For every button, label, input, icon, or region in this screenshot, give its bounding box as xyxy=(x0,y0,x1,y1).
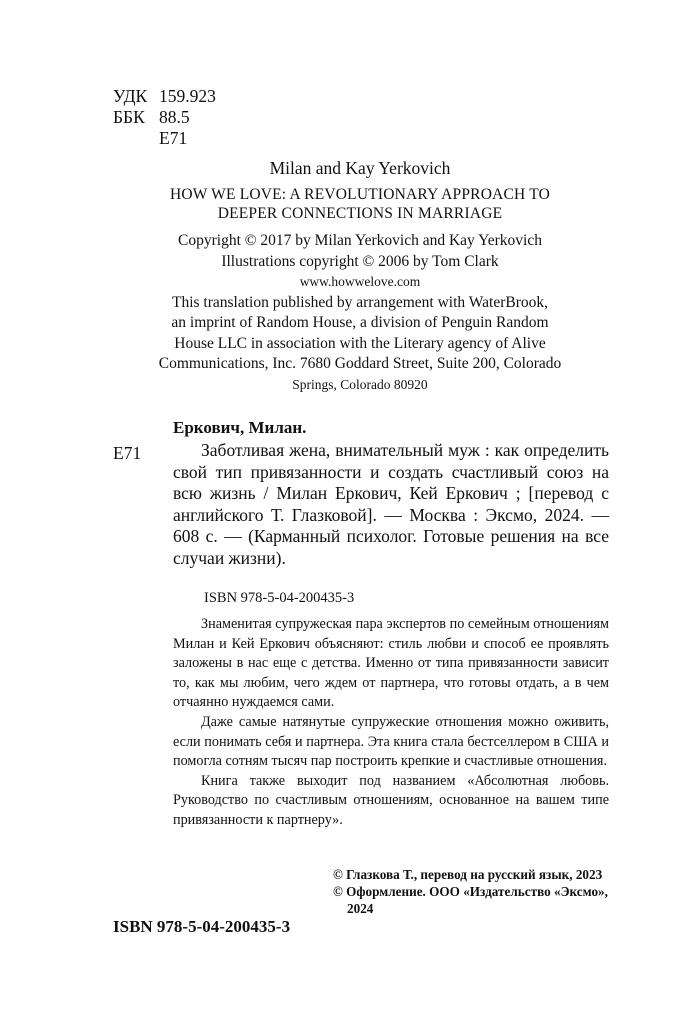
bbk-label: ББК xyxy=(113,107,145,127)
author-mark: Е71 xyxy=(159,128,188,148)
translation-copyright: © Глазкова Т., перевод на русский язык, 2023 xyxy=(333,867,603,882)
footer-isbn: ISBN 978-5-04-200435-3 xyxy=(113,917,291,936)
annotation xyxy=(173,615,609,831)
annotation-paragraph: Книга также выходит под названием «Абсолютная любовь. Руководство по счастливым отношениям, основанное на вашем типе привязанности к партнеру». xyxy=(173,772,609,828)
bibliographic-isbn: ISBN 978-5-04-200435-3 xyxy=(204,590,355,606)
annotation-paragraph: Даже самые натянутые супружеские отношения можно оживить, если понимать себя и партнера. Эта книга стала бестселлером в США и помогла сотням тысяч пар построить крепкие и счастливые отношения. xyxy=(173,713,609,770)
translation-notice-line-4: Communications, Inc. 7680 Goddard Street, Suite 200, Colorado xyxy=(158,355,562,372)
udk-value: 159.923 xyxy=(159,86,216,106)
bibliographic-author-mark: Е71 xyxy=(113,443,142,463)
website: www.howwelove.com xyxy=(299,274,421,289)
russian-copyrights xyxy=(333,866,623,917)
classification-block xyxy=(113,86,216,149)
original-title-line-1: HOW WE LOVE: A REVOLUTIONARY APPROACH TO xyxy=(169,186,551,203)
translation-notice-line-5: Springs, Colorado 80920 xyxy=(292,376,428,392)
translation-notice-line-2: an imprint of Random House, a division of Penguin Random xyxy=(171,314,549,331)
udk-label: УДК xyxy=(113,86,148,106)
translation-notice-line-3: House LLC in association with the Literary agency of Alive xyxy=(174,334,546,352)
author-mark-row xyxy=(113,128,216,149)
bibliographic-description: Заботливая жена, внимательный муж : как определить свой тип привязанности и создать счастливый союз на всю жизнь / Милан Еркович, Кей Еркович ; [перевод с английского Т. Глазковой]. — Москва : Эксмо, 2024. — 608 с. — (Карманный психолог. Готовые решения на все случаи жизни). xyxy=(173,440,609,568)
udk-row xyxy=(113,86,216,107)
illustrations-copyright-line: Illustrations copyright © 2006 by Tom Clark xyxy=(221,252,499,270)
bbk-row xyxy=(113,107,216,128)
bbk-value: 88.5 xyxy=(159,107,190,127)
original-title xyxy=(100,185,620,223)
design-copyright: © Оформление. ООО «Издательство «Эксмо», 2024 xyxy=(333,884,608,916)
bibliographic-author-heading: Еркович, Милан. xyxy=(173,418,307,437)
copyright-line: Copyright © 2017 by Milan Yerkovich and Kay Yerkovich xyxy=(178,232,542,249)
annotation-paragraph: Знаменитая супружеская пара экспертов по семейным отношениям Милан и Кей Еркович объясняют: стиль любви и способ ее проявлять заложены в нас еще с детства. Именно от типа привязанности зависит то, как мы любим, чего ждем от партнера, что готовы отдать, а в чем отчаянно нуждаемся сами. xyxy=(173,616,609,711)
translation-notice-line-1: This translation published by arrangement with WaterBrook, xyxy=(172,293,548,311)
original-authors: Milan and Kay Yerkovich xyxy=(269,158,451,178)
original-copyrights xyxy=(100,231,620,395)
original-title-line-2: DEEPER CONNECTIONS IN MARRIAGE xyxy=(217,205,503,222)
